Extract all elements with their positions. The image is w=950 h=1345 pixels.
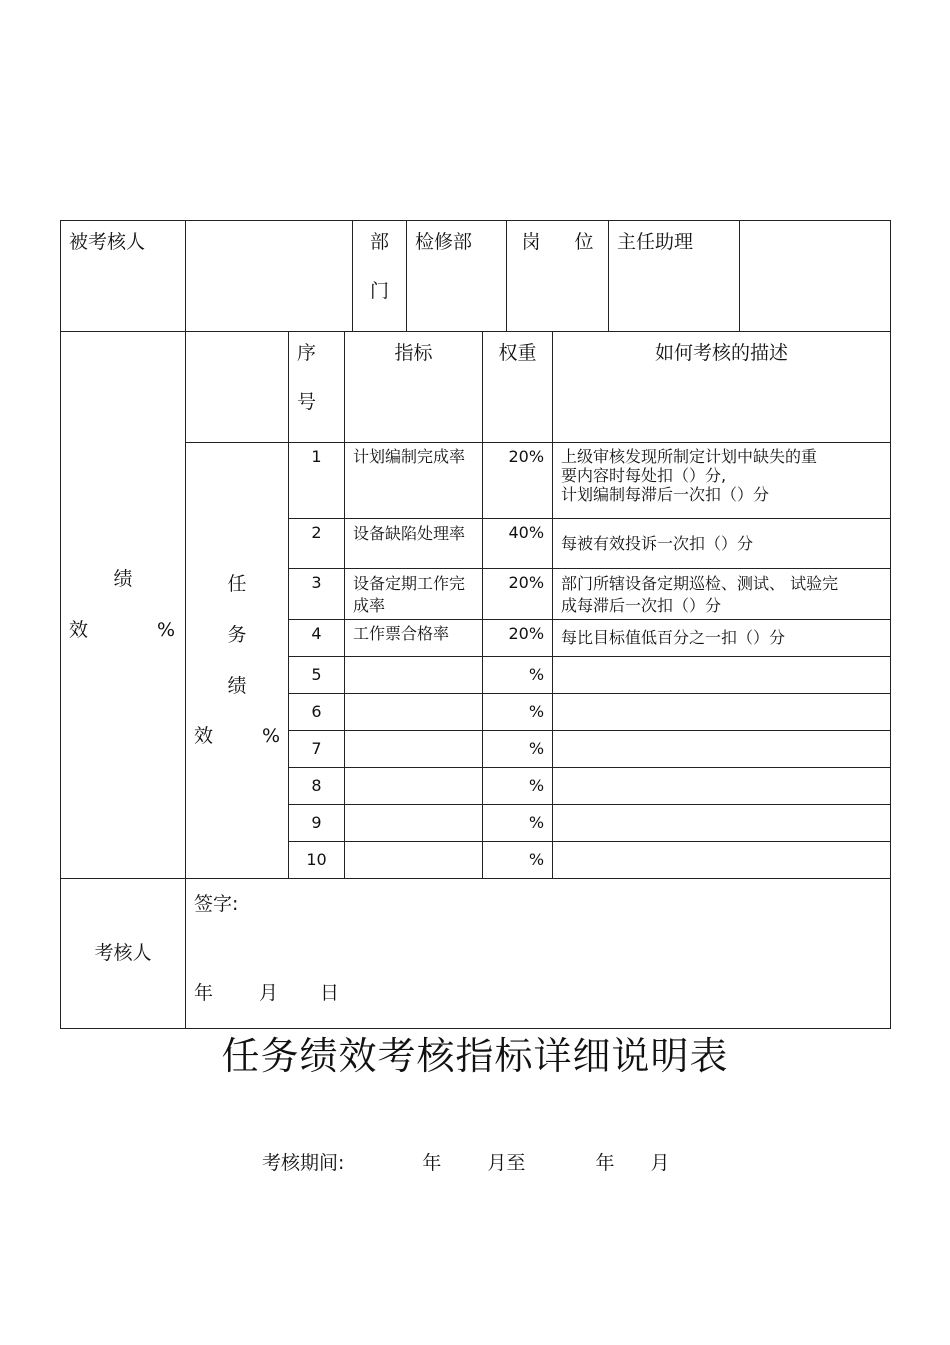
table-row [61, 443, 891, 519]
row-indicator: 计划编制完成率 [345, 443, 483, 519]
assessor-label: 考核人 [61, 879, 186, 1029]
examinee-row [61, 221, 891, 332]
row-weight: % [483, 805, 553, 842]
page-title: 任务绩效考核指标详细说明表 [221, 1034, 729, 1078]
indicator-header: 指标 [345, 332, 483, 443]
row-weight: 20% [483, 569, 553, 620]
extra-value-cell [740, 221, 891, 332]
row-weight: % [483, 657, 553, 694]
row-indicator: 设备定期工作完成率 [345, 569, 483, 620]
row-description: 上级审核发现所制定计划中缺失的重 要内容时每处扣（）分, 计划编制每滞后一次扣（）分 [553, 443, 891, 519]
row-number: 9 [289, 805, 345, 842]
column-header-row [61, 332, 891, 443]
assessment-table [60, 220, 891, 1029]
row-number: 8 [289, 768, 345, 805]
post-label: 岗 位 [507, 221, 609, 332]
row-description [553, 768, 891, 805]
performance-label-cell: 绩 效 % [61, 332, 186, 879]
row-description [553, 842, 891, 879]
row-weight: % [483, 731, 553, 768]
row-indicator [345, 657, 483, 694]
row-weight: 20% [483, 620, 553, 657]
row-description: 部门所辖设备定期巡检、测试、 试验完 成每滞后一次扣（）分 [553, 569, 891, 620]
description-header: 如何考核的描述 [553, 332, 891, 443]
row-weight: 40% [483, 519, 553, 569]
row-weight: % [483, 768, 553, 805]
row-description [553, 731, 891, 768]
row-indicator: 设备缺陷处理率 [345, 519, 483, 569]
signature-label: 签字: [194, 893, 239, 915]
row-description: 每比目标值低百分之一扣（）分 [553, 620, 891, 657]
row-number: 7 [289, 731, 345, 768]
row-indicator: 工作票合格率 [345, 620, 483, 657]
row-indicator [345, 694, 483, 731]
signature-date: 年 月 日 [194, 981, 340, 1004]
row-number: 5 [289, 657, 345, 694]
row-indicator [345, 731, 483, 768]
row-number: 2 [289, 519, 345, 569]
row-number: 4 [289, 620, 345, 657]
signature-cell [186, 879, 891, 1029]
row-weight: 20% [483, 443, 553, 519]
department-value: 检修部 [407, 221, 507, 332]
row-number: 3 [289, 569, 345, 620]
task-performance-label-cell: 任 务 绩 效 % [186, 443, 289, 879]
post-value: 主任助理 [609, 221, 740, 332]
weight-header: 权重 [483, 332, 553, 443]
examinee-value-cell [186, 221, 353, 332]
examinee-label: 被考核人 [61, 221, 186, 332]
row-description [553, 657, 891, 694]
row-description [553, 694, 891, 731]
row-weight: % [483, 694, 553, 731]
row-description: 每被有效投诉一次扣（）分 [553, 519, 891, 569]
row-weight: % [483, 842, 553, 879]
row-indicator [345, 805, 483, 842]
blank-header-cell [186, 332, 289, 443]
row-indicator [345, 768, 483, 805]
row-description [553, 805, 891, 842]
seq-header: 序 号 [289, 332, 345, 443]
assessment-period: 考核期间: 年 月至 年 月 [262, 1152, 670, 1174]
assessor-row [61, 879, 891, 1029]
department-label: 部 门 [353, 221, 407, 332]
row-number: 1 [289, 443, 345, 519]
row-indicator [345, 842, 483, 879]
row-number: 6 [289, 694, 345, 731]
row-number: 10 [289, 842, 345, 879]
